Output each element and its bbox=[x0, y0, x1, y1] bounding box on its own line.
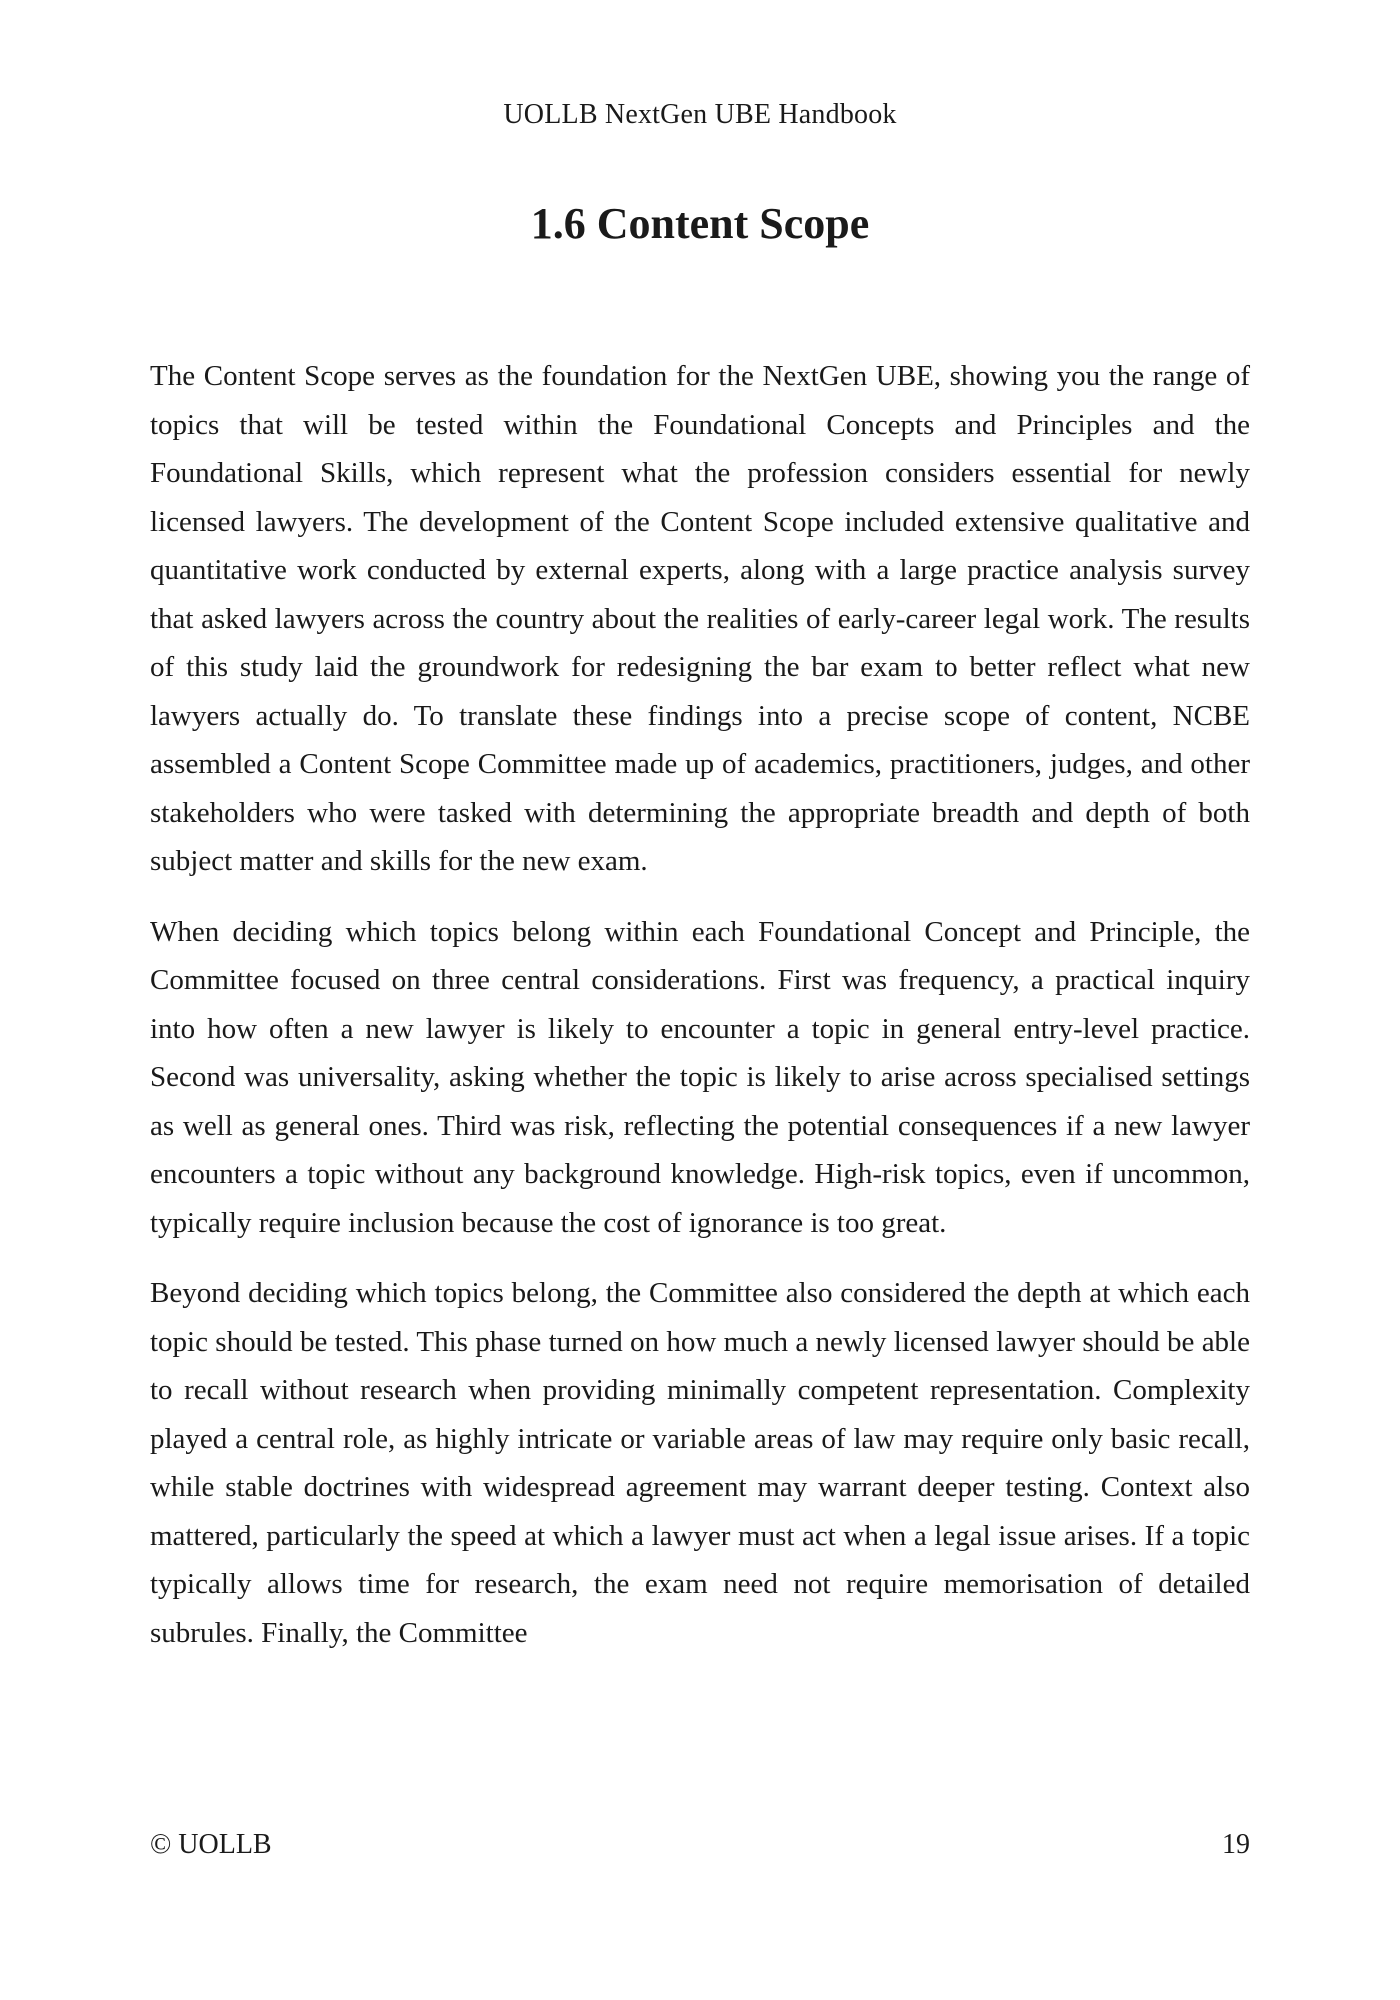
paragraph-topic-considerations: When deciding which topics belong within each Foundational Concept and Principle, the Committee focused on three central considerations. First was frequency, a practical inquiry into how often a new lawyer is likely to encounter a topic in general entry-level practice. Second was universality, asking whether the topic is likely to arise across specialised settings as well as general ones. Third was risk, reflecting the potential consequences if a new lawyer encounters a topic without any background knowledge. High-risk topics, even if uncommon, typically require inclusion because the cost of ignorance is too great. bbox=[150, 915, 1250, 1239]
page-number: 19 bbox=[1222, 1829, 1250, 1860]
section-title: 1.6 Content Scope bbox=[530, 199, 870, 248]
paragraph-testing-depth: Beyond deciding which topics belong, the Committee also considered the depth at which each topic should be tested. This phase turned on how much a newly licensed lawyer should be able to recall without research when providing minimally competent representation. Complexity played a central role, as highly intricate or variable areas of law may require only basic recall, while stable doctrines with widespread agreement may warrant deeper testing. Context also mattered, particularly the speed at which a lawyer must act when a legal issue arises. If a topic typically allows time for research, the exam need not require memorisation of detailed subrules. Finally, the Committee bbox=[150, 1277, 1250, 1649]
page-footer bbox=[150, 1825, 1250, 1865]
running-header: UOLLB NextGen UBE Handbook bbox=[503, 99, 897, 130]
paragraph-content-scope-overview: The Content Scope serves as the foundation for the NextGen UBE, showing you the range of topics that will be tested within the Foundational Concepts and Principles and the Foundational Skills, which represent what the profession considers essential for newly licensed lawyers. The development of the Content Scope included extensive qualitative and quantitative work conducted by external experts, along with a large practice analysis survey that asked lawyers across the country about the realities of early-career legal work. The results of this study laid the groundwork for redesigning the bar exam to better reflect what new lawyers actually do. To translate these findings into a precise scope of content, NCBE assembled a Content Scope Committee made up of academics, practitioners, judges, and other stakeholders who were tasked with determining the appropriate breadth and depth of both subject matter and skills for the new exam. bbox=[150, 360, 1250, 877]
copyright-notice: © UOLLB bbox=[150, 1829, 272, 1860]
section-body bbox=[150, 352, 1250, 1679]
